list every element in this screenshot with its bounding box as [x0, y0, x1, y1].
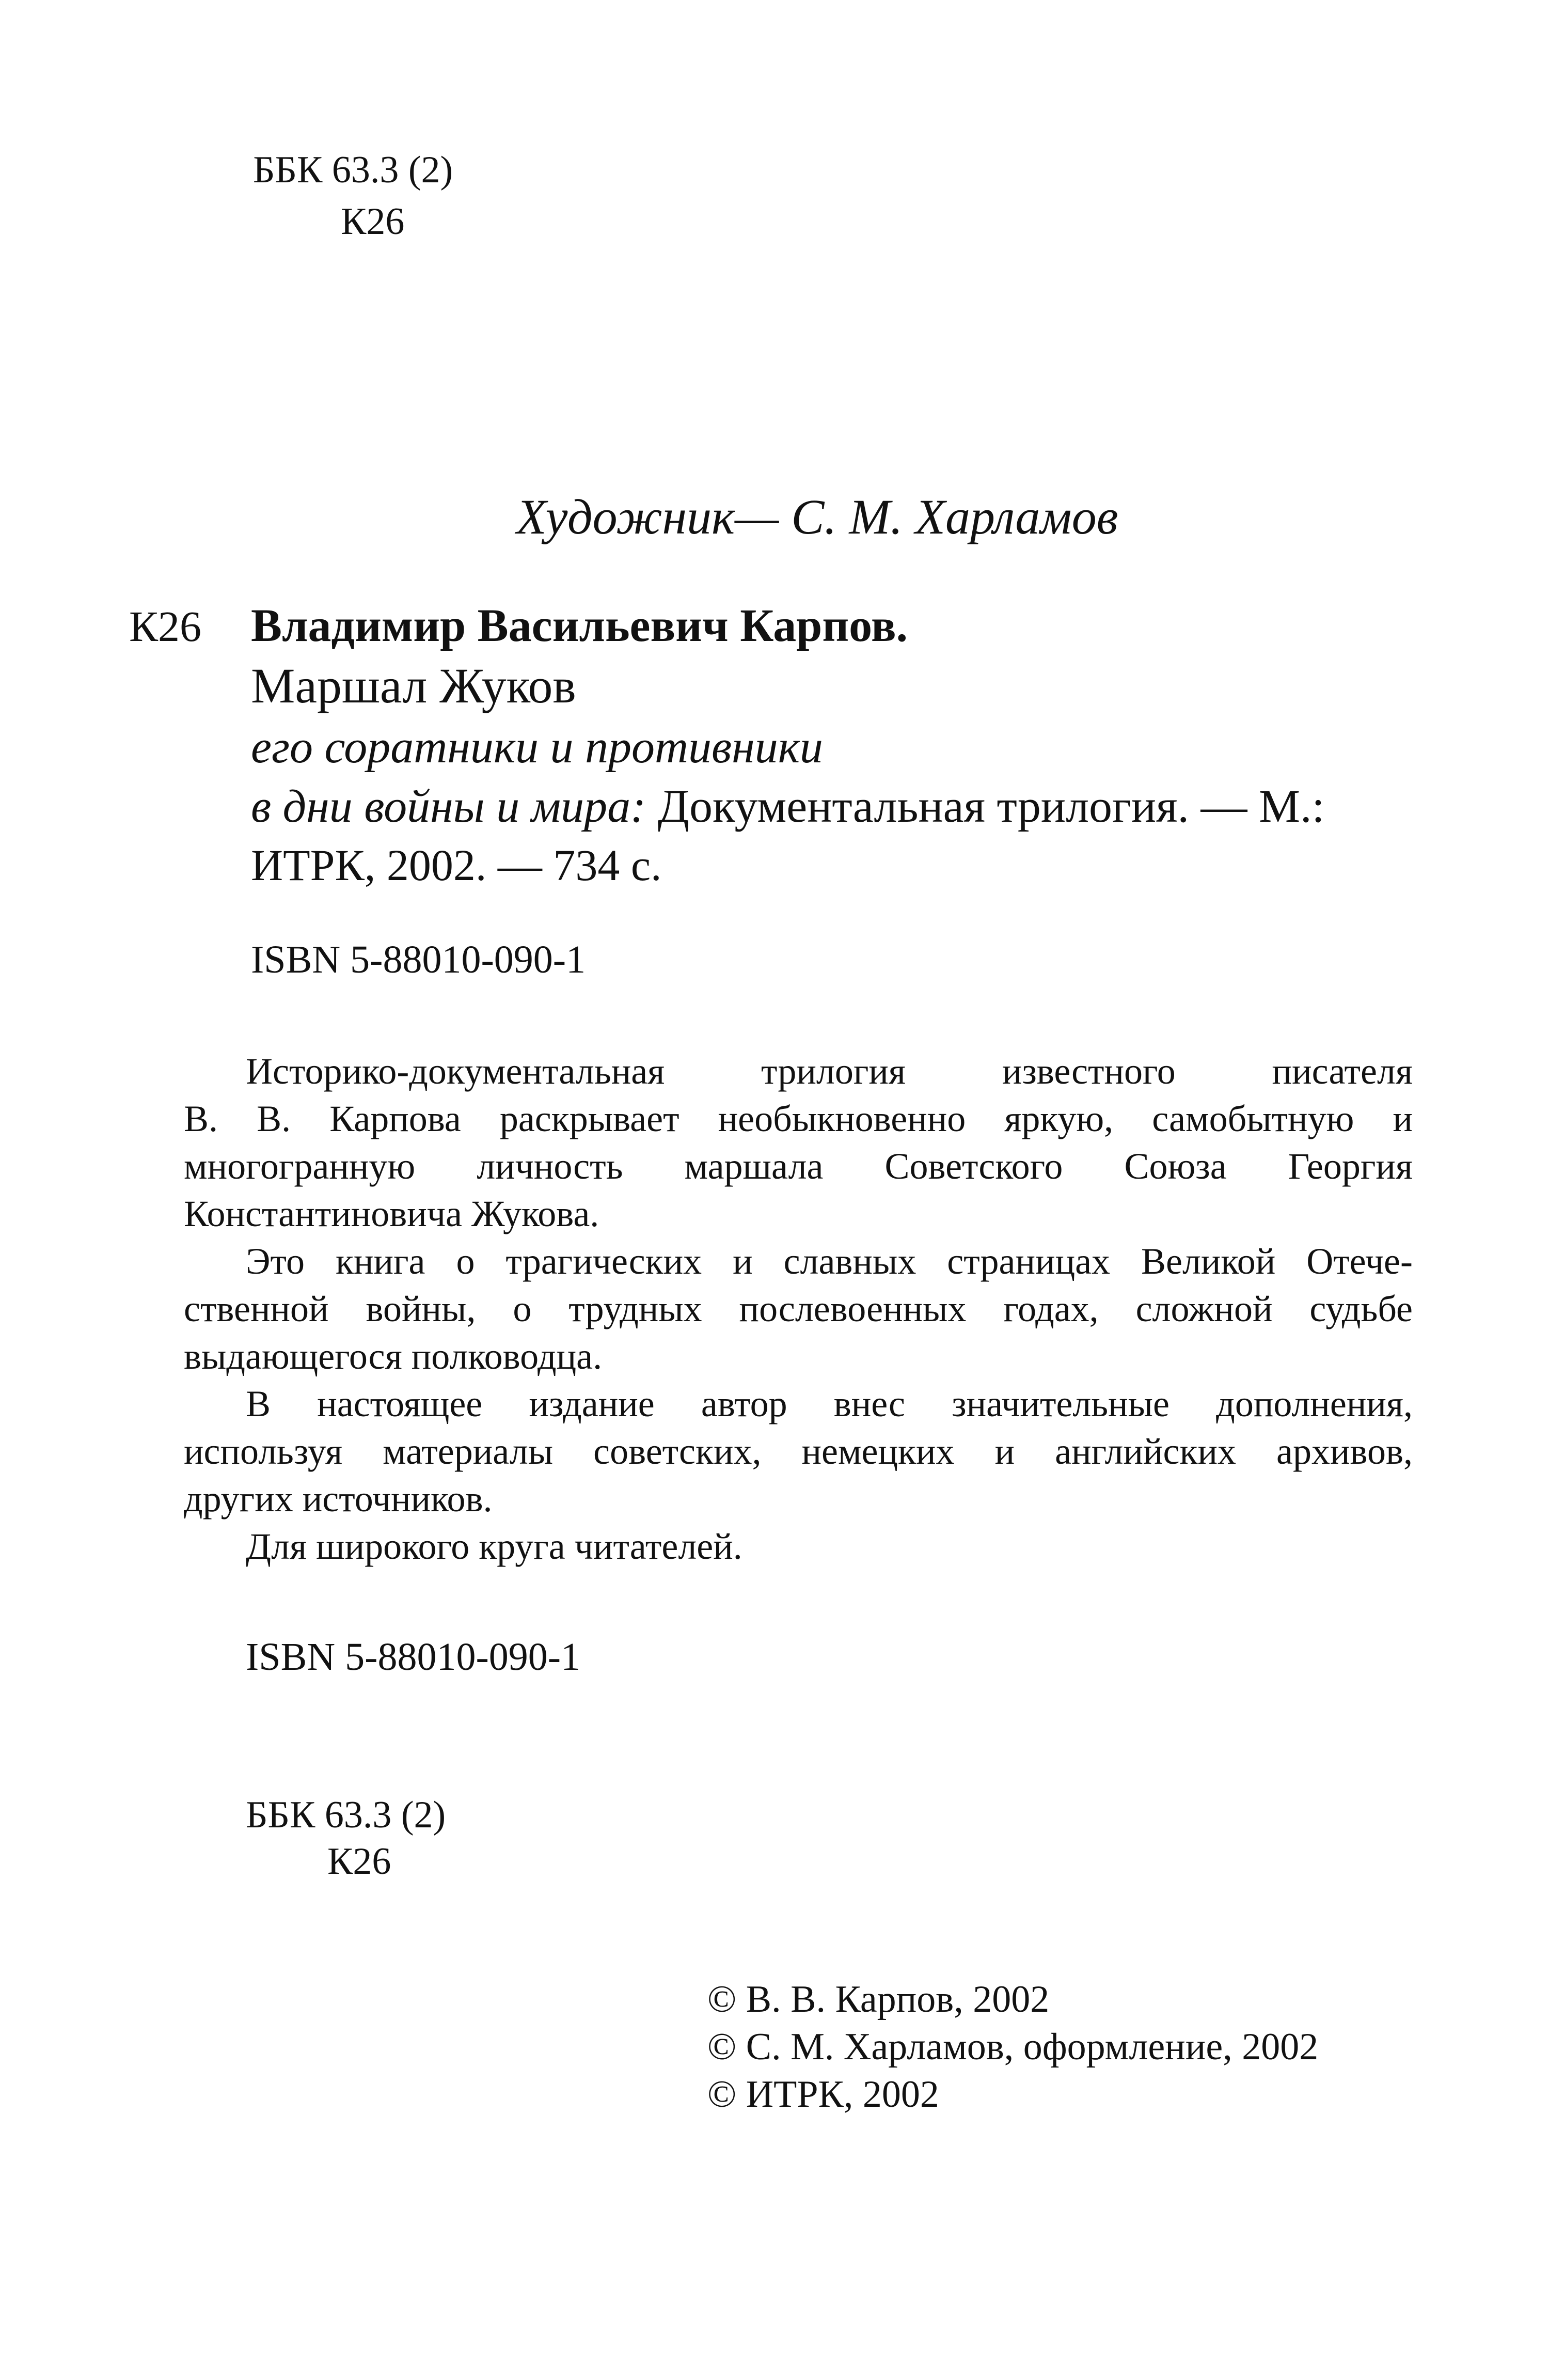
artist-credit: Художник— С. М. Харламов — [516, 489, 1118, 544]
subtitle-genre-part: Документальная трилогия. — М.: — [646, 781, 1325, 832]
top-bbk-code: ББК 63.3 (2) — [253, 149, 453, 191]
subtitle-italic-part: в дни войны и мира: — [251, 781, 646, 832]
annotation-body — [184, 1047, 1413, 1570]
annotation-line-p2-3: выдающегося полководца. — [184, 1336, 603, 1377]
catalog-mark: К26 — [129, 603, 202, 651]
bottom-bbk-code: ББК 63.3 (2) — [246, 1794, 446, 1836]
annotation-line-p2-2: ственной войны, о трудных послевоенных годах, сложной судьбе — [184, 1288, 1413, 1329]
annotation-line-p4-1: Для широкого круга читателей. — [246, 1526, 742, 1567]
author-name: Владимир Васильевич Карпов. — [251, 600, 908, 651]
book-subtitle-line2 — [251, 780, 1325, 833]
annotation-line-p2-1: Это книга о трагических и славных страницах Великой Отече- — [246, 1241, 1413, 1282]
copyright-artist: © С. М. Харламов, оформление, 2002 — [707, 2026, 1319, 2068]
annotation-line-p3-2: используя материалы советских, немецких и английских архивов, — [184, 1431, 1413, 1472]
annotation-line-p3-1: В настоящее издание автор внес значительные дополнения, — [246, 1383, 1413, 1424]
book-subtitle-line1: его соратники и противники — [251, 722, 823, 773]
annotation-line-p1-2: В. В. Карпова раскрывает необыкновенно яркую, самобытную и — [184, 1098, 1413, 1139]
book-title: Маршал Жуков — [251, 658, 576, 713]
annotation-line-p1-3: многогранную личность маршала Советского Союза Георгия — [184, 1146, 1413, 1187]
top-author-mark: К26 — [341, 200, 405, 243]
bottom-author-mark: К26 — [327, 1840, 391, 1883]
copyright-block — [707, 1976, 1318, 2118]
publisher-line: ИТРК, 2002. — 734 с. — [251, 840, 662, 890]
isbn-top: ISBN 5-88010-090-1 — [251, 938, 586, 981]
annotation-line-p1-4: Константиновича Жукова. — [184, 1193, 599, 1234]
copyright-author: © В. В. Карпов, 2002 — [707, 1978, 1050, 2021]
isbn-bottom: ISBN 5-88010-090-1 — [246, 1635, 581, 1679]
copyright-publisher: © ИТРК, 2002 — [707, 2073, 939, 2116]
annotation-line-p1-1: Историко-документальная трилогия известного писателя — [246, 1051, 1413, 1092]
annotation-line-p3-3: других источников. — [184, 1478, 493, 1520]
